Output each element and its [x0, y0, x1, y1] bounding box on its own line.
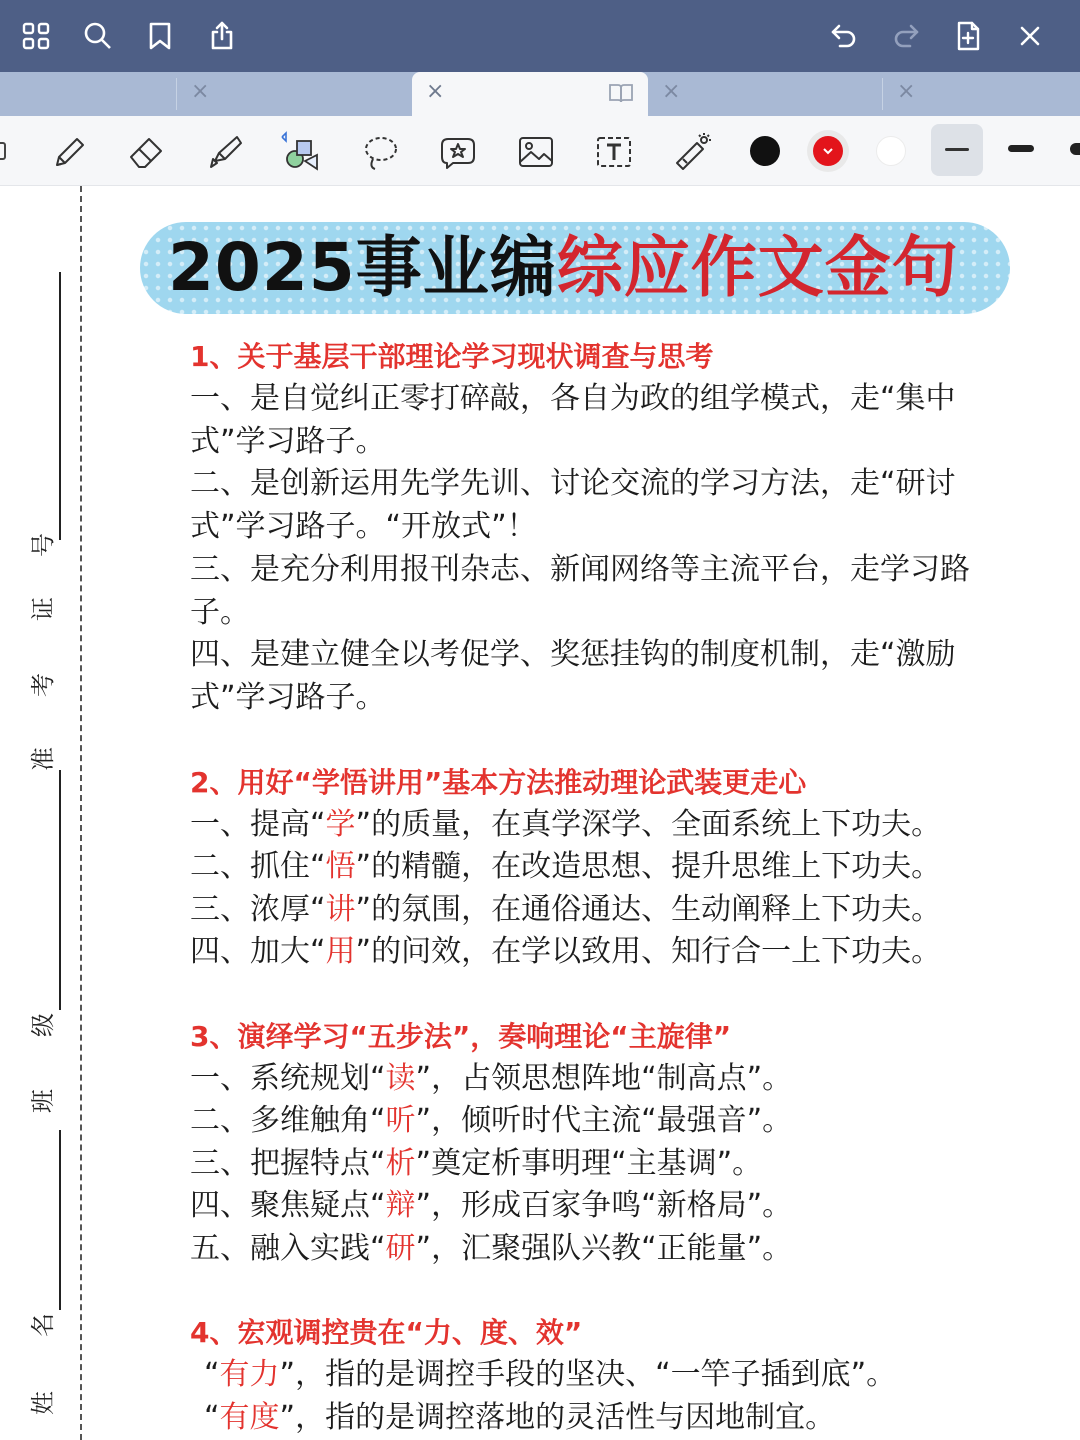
sticker-icon[interactable] — [434, 128, 482, 176]
top-navigation-bar — [0, 0, 1080, 72]
margin-label: 级 — [29, 1013, 57, 1037]
tab-close-icon[interactable]: × — [426, 79, 445, 104]
title-part-red: 综应作文金句 — [556, 229, 959, 306]
paragraph: 一、是自觉纠正零打碎敲，各自为政的组学模式，走“集中式”学习路子。 — [190, 381, 956, 459]
stroke-thick-option[interactable] — [1070, 143, 1080, 155]
tab-1[interactable] — [0, 72, 176, 116]
list-item: 一、系统规划“读”，占领思想阵地“制高点”。 — [190, 1060, 793, 1096]
laser-pointer-icon[interactable] — [668, 128, 716, 176]
bookmark-icon[interactable] — [138, 14, 182, 58]
search-icon[interactable] — [76, 14, 120, 58]
title-part-black: 2025事业编 — [168, 229, 557, 306]
page-title — [168, 224, 959, 312]
stroke-medium-option[interactable] — [1008, 145, 1034, 152]
list-item: 四、聚焦疑点“辩”，形成百家争鸣“新格局”。 — [190, 1188, 793, 1224]
margin-label: 号 — [29, 533, 57, 557]
image-icon[interactable] — [512, 128, 560, 176]
drawing-toolbar — [0, 116, 1080, 186]
section-heading: 3、演绎学习“五步法”，奏响理论“主旋律” — [190, 1019, 732, 1053]
tab-strip — [0, 72, 1080, 116]
list-item: 二、多维触角“听”，倾听时代主流“最强音”。 — [190, 1103, 793, 1139]
margin-label: 证 — [29, 597, 57, 621]
paragraph: 二、是创新运用先学先训、讨论交流的学习方法，走“研讨式”学习路子。“开放式”！ — [190, 466, 956, 545]
paragraph: 三、是充分利用报刊杂志、新闻网络等主流平台，走学习路子。 — [190, 551, 970, 630]
undo-icon[interactable] — [822, 14, 866, 58]
section-heading: 4、宏观调控贵在“力、度、效” — [190, 1316, 583, 1350]
margin-label: 考 — [29, 673, 57, 697]
margin-rule-line — [59, 272, 61, 540]
list-item: 三、浓厚“讲”的氛围，在通俗通达、生动阐释上下功夫。 — [190, 891, 942, 927]
margin-label: 姓 — [29, 1391, 57, 1415]
paragraph: 四、是建立健全以考促学、奖惩挂钩的制度机制，走“激励式”学习路子。 — [190, 637, 956, 715]
text-box-icon[interactable] — [590, 128, 638, 176]
tab-close-icon[interactable]: × — [897, 79, 916, 104]
margin-label: 准 — [29, 747, 57, 771]
binding-dashed-line — [80, 186, 82, 1440]
margin-label: 班 — [29, 1089, 57, 1113]
margin-rule-line — [59, 770, 61, 1010]
list-item: “有力”，指的是调控手段的坚决、“一竿子插到底”。 — [204, 1357, 897, 1393]
color-red-swatch[interactable] — [813, 136, 843, 166]
section-heading: 1、关于基层干部理论学习现状调查与思考 — [190, 340, 714, 373]
add-page-icon[interactable] — [946, 14, 990, 58]
shapes-icon[interactable] — [276, 128, 324, 176]
pen-icon[interactable] — [44, 128, 92, 176]
list-item: 五、融入实践“研”，汇聚强队兴教“正能量”。 — [190, 1230, 793, 1266]
eraser-icon[interactable] — [122, 128, 170, 176]
tab-close-icon[interactable]: × — [662, 79, 681, 104]
list-item: 一、提高“学”的质量，在真学深学、全面系统上下功夫。 — [190, 806, 942, 842]
section-heading: 2、用好“学悟讲用”基本方法推动理论武装更走心 — [190, 765, 807, 799]
tab-5[interactable] — [883, 72, 1080, 116]
tab-active[interactable] — [412, 72, 648, 116]
list-item: 四、加大“用”的问效，在学以致用、知行合一上下功夫。 — [190, 934, 942, 970]
list-item: 三、把握特点“析”奠定析事明理“主基调”。 — [190, 1145, 763, 1181]
color-white-swatch[interactable] — [876, 136, 906, 166]
tab-4[interactable] — [648, 72, 882, 116]
highlighter-icon[interactable] — [200, 128, 248, 176]
list-item: “有度”，指的是调控落地的灵活性与因地制宜。 — [204, 1399, 836, 1435]
list-item: 二、抓住“悟”的精髓，在改造思想、提升思维上下功夫。 — [190, 849, 942, 885]
book-icon — [608, 82, 634, 104]
grid-icon[interactable] — [14, 14, 58, 58]
share-icon[interactable] — [200, 14, 244, 58]
redo-icon[interactable] — [884, 14, 928, 58]
lasso-icon[interactable] — [356, 128, 404, 176]
stroke-thin-selected[interactable] — [931, 124, 983, 176]
margin-label: 名 — [29, 1313, 57, 1337]
margin-rule-line — [59, 1130, 61, 1310]
document-content — [190, 336, 990, 1439]
partial-tool-icon[interactable] — [0, 142, 6, 160]
color-black-swatch[interactable] — [750, 136, 780, 166]
tab-2[interactable] — [177, 72, 412, 116]
tab-close-icon[interactable]: × — [191, 79, 210, 104]
close-icon[interactable] — [1008, 14, 1052, 58]
